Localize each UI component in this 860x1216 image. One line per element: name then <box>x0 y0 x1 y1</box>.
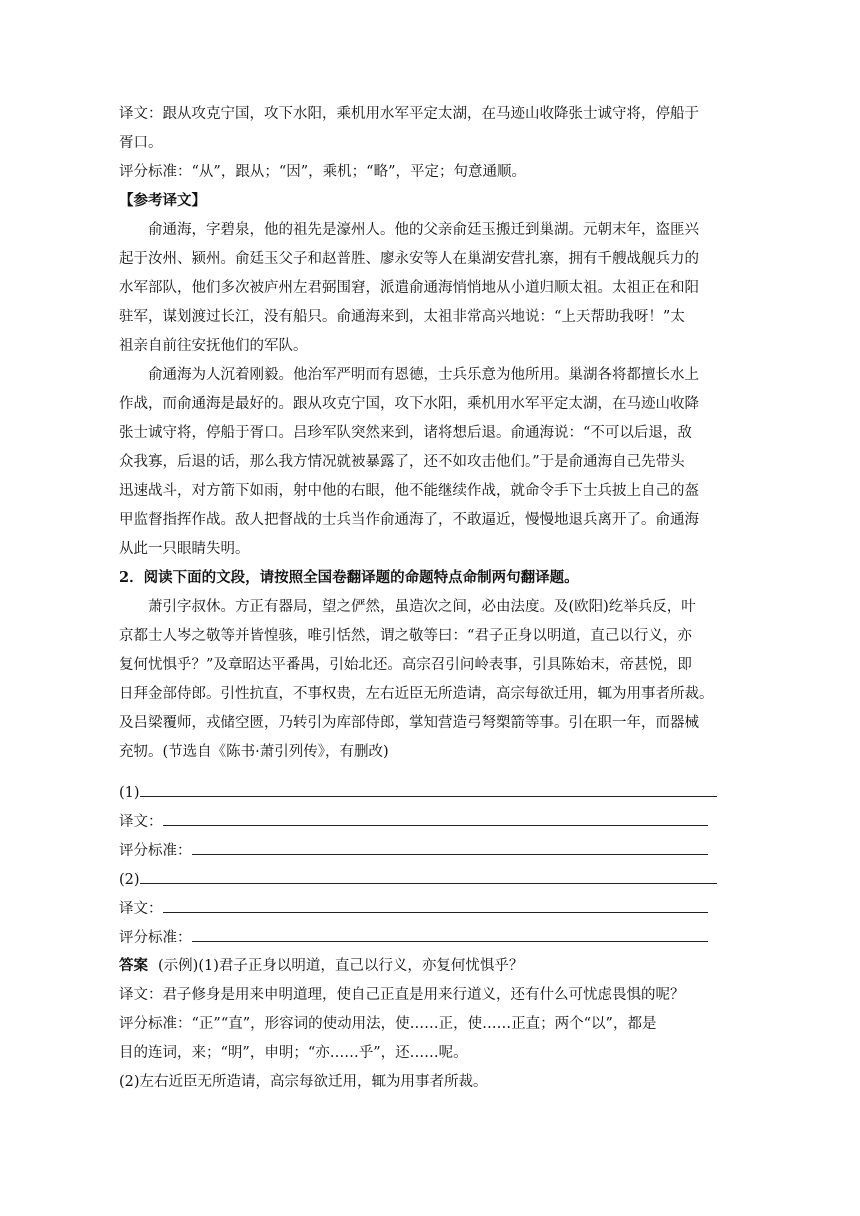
answer-criteria-cont: 目的连词，来；“明”，申明；“亦……乎”，还……呢。 <box>119 1045 468 1061</box>
criteria-label: 评分标准： <box>119 843 192 859</box>
translation-line: 译文：跟从攻克宁国，攻下水阳，乘机用水军平定太湖，在马迹山收降张士诚守将，停船于 <box>119 106 699 122</box>
passage-source: 充牣。(节选自《陈书·萧引列传》，有删改) <box>119 744 389 760</box>
answer-sentence-2: (2)左右近臣无所造请，高宗每欲迁用，辄为用事者所裁。 <box>119 1074 488 1090</box>
answer-text: (示例)(1)君子正身以明道，直己以行义，亦复何忧惧乎？ <box>158 958 524 974</box>
paragraph-line: 众我寡，后退的话，那么我方情况就被暴露了，还不如攻击他们。”于是俞通海自己先带头 <box>119 454 685 470</box>
blank-2-line[interactable] <box>140 869 717 884</box>
blank-1-line[interactable] <box>140 782 717 797</box>
blank-2-criteria-row <box>119 927 708 948</box>
criteria-1-line[interactable] <box>192 840 708 855</box>
paragraph-line: 俞通海为人沉着刚毅。他治军严明而有恩德，士兵乐意为他所用。巢湖各将都擅长水上 <box>148 367 699 383</box>
blank-1-criteria-row <box>119 840 708 861</box>
blank-1-label: (1) <box>119 785 140 801</box>
paragraph-line: 甲监督指挥作战。敌人把督战的士兵当作俞通海了，不敢逼近，慢慢地退兵离开了。俞通海 <box>119 512 699 528</box>
scoring-criteria: 评分标准：“从”，跟从；“因”，乘机；“略”，平定；句意通顺。 <box>119 164 526 180</box>
answer-criteria: 评分标准：“正”“直”，形容词的使动用法，使……正，使……正直；两个“以”，都是 <box>119 1016 657 1032</box>
paragraph-line: 张士诚守将，停船于胥口。吕珍军队突然来到，诸将想后退。俞通海说：“不可以后退，敌 <box>119 425 692 441</box>
translation-label: 译文： <box>119 901 163 917</box>
answer-translation: 译文：君子修身是用来申明道理，使自己正直是用来行道义，还有什么可忧虑畏惧的呢？ <box>119 987 685 1003</box>
translation-2-line[interactable] <box>163 898 708 913</box>
blank-1-row <box>119 782 717 803</box>
paragraph-line: 起于汝州、颍州。俞廷玉父子和赵普胜、廖永安等人在巢湖安营扎寨，拥有千艘战舰兵力的 <box>119 251 699 267</box>
paragraph-line: 作战，而俞通海是最好的。跟从攻克宁国，攻下水阳，乘机用水军平定太湖，在马迹山收降 <box>119 396 699 412</box>
passage-line: 京都士人岑之敬等并皆惶骇，唯引恬然，谓之敬等曰：“君子正身以明道，直己以行义，亦 <box>119 628 692 644</box>
question-2-prompt: 2．阅读下面的文段，请按照全国卷翻译题的命题特点命制两句翻译题。 <box>119 569 579 586</box>
translation-1-line[interactable] <box>163 811 708 826</box>
paragraph-line: 水军部队，他们多次被庐州左君弼围窘，派遣俞通海悄悄地从小道归顺太祖。太祖正在和阳 <box>119 280 699 296</box>
answer-row <box>119 956 523 976</box>
criteria-label: 评分标准： <box>119 930 192 946</box>
paragraph-line: 迅速战斗，对方箭下如雨，射中他的右眼，他不能继续作战，就命令手下士兵披上自己的盔 <box>119 483 699 499</box>
passage-line: 萧引字叔休。方正有器局，望之俨然，虽造次之间，必由法度。及(欧阳)纥举兵反，叶 <box>148 599 696 615</box>
translation-label: 译文： <box>119 814 163 830</box>
reference-translation-heading: 【参考译文】 <box>119 192 206 209</box>
answer-label: 答案 <box>119 957 148 974</box>
paragraph-line: 祖亲自前往安抚他们的军队。 <box>119 338 308 354</box>
blank-2-label: (2) <box>119 872 140 888</box>
blank-2-row <box>119 869 717 890</box>
translation-line: 胥口。 <box>119 135 163 151</box>
paragraph-line: 驻军，谋划渡过长江，没有船只。俞通海来到，太祖非常高兴地说：“上天帮助我呀！”太 <box>119 309 685 325</box>
passage-line: 及吕梁覆师，戎储空匮，乃转引为库部侍郎，掌知营造弓弩槊箭等事。引在职一年，而器械 <box>119 715 699 731</box>
paragraph-line: 从此一只眼睛失明。 <box>119 541 250 557</box>
passage-line: 复何忧惧乎？”及章昭达平番禺，引始北还。高宗召引问岭表事，引具陈始末，帝甚悦，即 <box>119 657 692 673</box>
paragraph-line: 俞通海，字碧泉，他的祖先是濠州人。他的父亲俞廷玉搬迁到巢湖。元朝末年，盗匪兴 <box>148 222 699 238</box>
blank-1-translation-row <box>119 811 708 832</box>
blank-2-translation-row <box>119 898 708 919</box>
criteria-2-line[interactable] <box>192 927 708 942</box>
passage-line: 日拜金部侍郎。引性抗直，不事权贵，左右近臣无所造请，高宗每欲迁用，辄为用事者所裁。 <box>119 686 714 702</box>
